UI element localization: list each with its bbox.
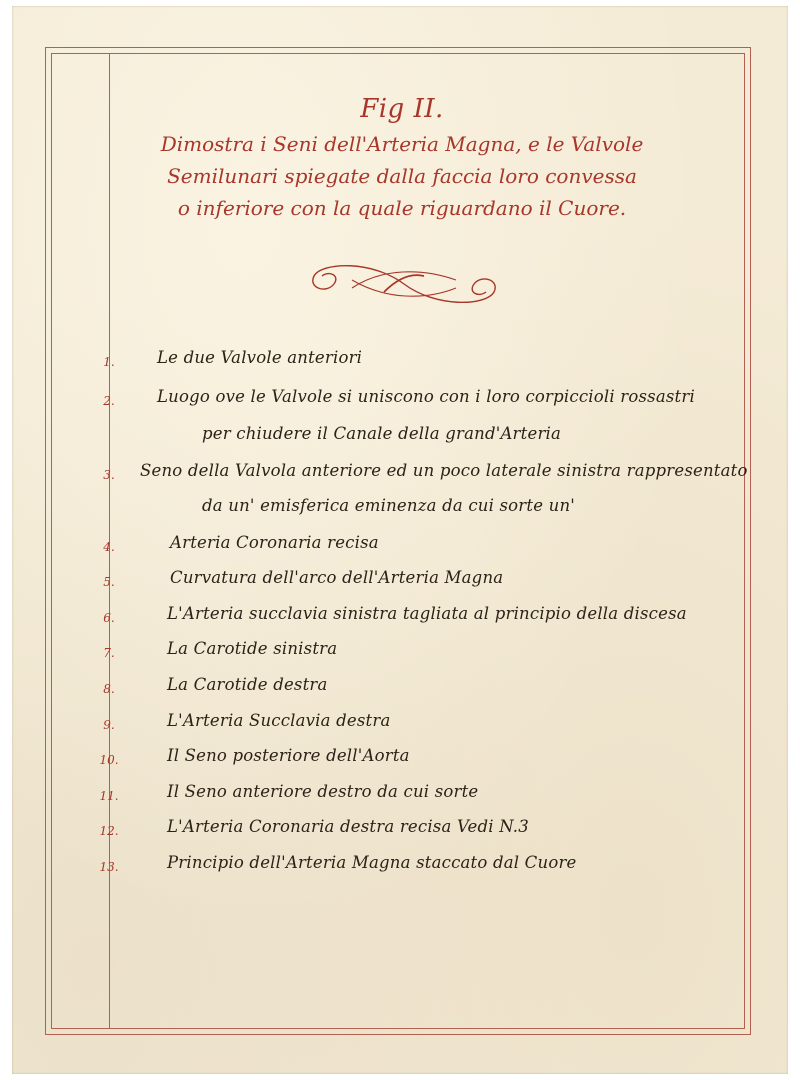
entry-continuation: per chiudere il Canale della grand'Arteria	[202, 424, 562, 443]
heading-line-3: o inferiore con la quale riguardano il Cuore.	[177, 196, 627, 220]
entry-text: Curvatura dell'arco dell'Arteria Magna	[170, 568, 504, 587]
entry-text: L'Arteria Coronaria destra recisa Vedi N.3	[167, 817, 529, 836]
entry-number: 10.	[99, 753, 119, 767]
figure-title: Fig II.	[360, 94, 444, 124]
entry-number: 2.	[103, 394, 115, 408]
entry-number: 4.	[103, 540, 115, 554]
heading-line-2: Semilunari spiegate dalla faccia loro convessa	[167, 164, 637, 188]
entry-number: 3.	[103, 468, 115, 482]
heading-block	[72, 92, 732, 224]
entry-text: L'Arteria succlavia sinistra tagliata al principio della discesa	[167, 604, 687, 623]
entry-text: Il Seno posteriore dell'Aorta	[167, 746, 410, 765]
entry-text: L'Arteria Succlavia destra	[167, 711, 391, 730]
entry-number: 8.	[103, 682, 115, 696]
heading-line-1: Dimostra i Seni dell'Arteria Magna, e le Valvole	[160, 132, 644, 156]
entry-number: 5.	[103, 575, 115, 589]
entry-number: 6.	[103, 611, 115, 625]
entry-text: Principio dell'Arteria Magna staccato dal Cuore	[167, 853, 577, 872]
entry-number: 12.	[99, 824, 119, 838]
entry-text: Luogo ove le Valvole si uniscono con i loro corpiccioli rossastri	[157, 387, 695, 406]
entry-text: Il Seno anteriore destro da cui sorte	[167, 782, 479, 801]
entry-text: La Carotide sinistra	[167, 639, 338, 658]
entry-number: 7.	[103, 646, 115, 660]
manuscript-page	[12, 6, 788, 1074]
entry-text: Le due Valvole anteriori	[157, 348, 363, 367]
entry-text: La Carotide destra	[167, 675, 328, 694]
entry-number: 1.	[103, 355, 115, 369]
entry-number: 9.	[103, 718, 115, 732]
entry-continuation: da un' emisferica eminenza da cui sorte un'	[202, 496, 576, 515]
entry-text: Seno della Valvola anteriore ed un poco laterale sinistra rappresentato	[140, 461, 748, 480]
entry-number: 13.	[99, 860, 119, 874]
calligraphic-flourish-icon	[292, 258, 516, 310]
entry-text: Arteria Coronaria recisa	[170, 533, 379, 552]
entry-number: 11.	[99, 789, 119, 803]
